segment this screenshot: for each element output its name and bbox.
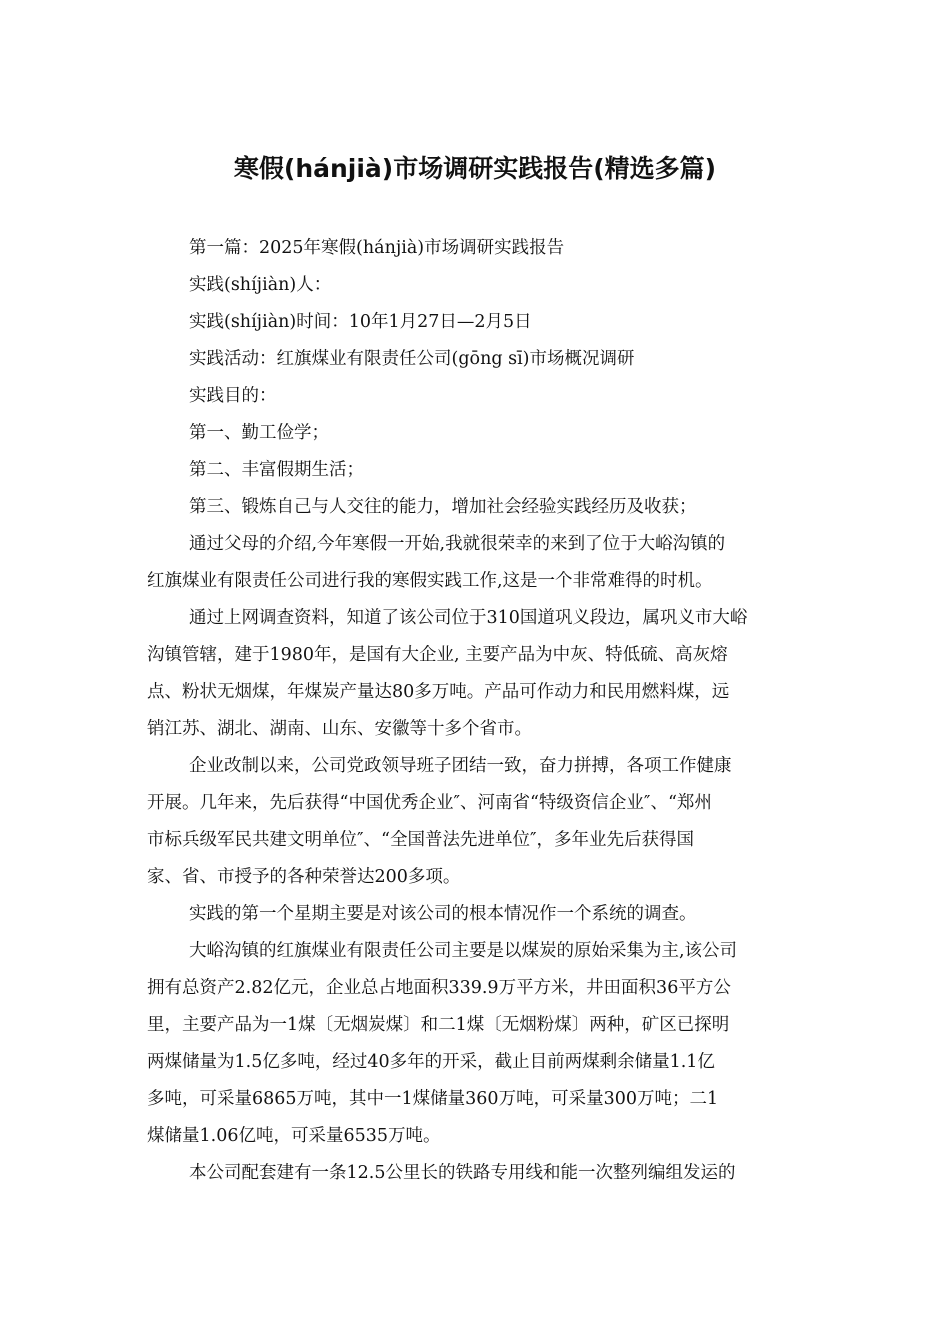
paragraph-line: 家、省、市授予的各种荣誉达200多项。 [147, 867, 461, 887]
paragraph-line: 点、粉状无烟煤，年煤炭产量达80多万吨。产品可作动力和民用燃料煤，远 [147, 682, 730, 702]
paragraph-railway [147, 1155, 802, 1192]
practice-purpose-line: 实践目的： [189, 386, 277, 406]
paragraph-line: 通过父母的介绍,今年寒假一开始,我就很荣幸的来到了位于大峪沟镇的 [189, 534, 726, 554]
paragraph-line: 里，主要产品为一1煤〔无烟炭煤〕和二1煤〔无烟粉煤〕两种，矿区已探明 [147, 1015, 730, 1035]
paragraph-line: 市标兵级军民共建文明单位″、“全国普法先进单位″，多年业先后获得国 [147, 830, 695, 850]
section-heading: 第一篇：2025年寒假(hánjià)市场调研实践报告 [189, 238, 565, 258]
paragraph-line: 拥有总资产2.82亿元，企业总占地面积339.9万平方米，井田面积36平方公 [147, 978, 731, 998]
paragraph-line: 多吨，可采量6865万吨，其中一1煤储量360万吨，可采量300万吨；二1 [147, 1089, 719, 1109]
practice-activity-line: 实践活动：红旗煤业有限责任公司(gōng sī)市场概况调研 [189, 349, 635, 369]
paragraph-line: 沟镇管辖，建于1980年，是国有大企业, 主要产品为中灰、特低硫、高灰熔 [147, 645, 728, 665]
paragraph-line: 两煤储量为1.5亿多吨，经过40多年的开采，截止目前两煤剩余储量1.1亿 [147, 1052, 715, 1072]
paragraph-first-week [147, 896, 802, 933]
purpose-item-1: 第一、勤工俭学； [189, 423, 329, 443]
paragraph-line: 企业改制以来，公司党政领导班子团结一致，奋力拼搏，各项工作健康 [189, 756, 732, 776]
paragraph-line: 实践的第一个星期主要是对该公司的根本情况作一个系统的调查。 [189, 904, 697, 924]
paragraph-line: 开展。几年来，先后获得“中国优秀企业″、河南省“特级资信企业″、“郑州 [147, 793, 712, 813]
paragraph-line: 本公司配套建有一条12.5公里长的铁路专用线和能一次整列编组发运的 [189, 1163, 736, 1183]
practitioner-line: 实践(shíjiàn)人： [189, 275, 332, 295]
paragraph-line: 通过上网调查资料，知道了该公司位于310国道巩义段边，属巩义市大峪 [189, 608, 748, 628]
purpose-item-3: 第三、锻炼自己与人交往的能力，增加社会经验实践经历及收获； [189, 497, 697, 517]
paragraph-line: 红旗煤业有限责任公司进行我的寒假实践工作,这是一个非常难得的时机。 [147, 571, 713, 591]
paragraph-line: 大峪沟镇的红旗煤业有限责任公司主要是以煤炭的原始采集为主,该公司 [189, 941, 738, 961]
paragraph-intro [147, 526, 802, 600]
paragraph-company-assets [147, 933, 802, 1155]
purpose-item-2: 第二、丰富假期生活； [189, 460, 364, 480]
paragraph-company-location [147, 600, 802, 748]
paragraph-honors [147, 748, 802, 896]
paragraph-line: 煤储量1.06亿吨，可采量6535万吨。 [147, 1126, 441, 1146]
document-body [147, 230, 802, 1192]
document-title: 寒假(hánjià)市场调研实践报告(精选多篇) [233, 154, 717, 183]
paragraph-line: 销江苏、湖北、湖南、山东、安徽等十多个省市。 [147, 719, 532, 739]
practice-time-line: 实践(shíjiàn)时间：10年1月27日—2月5日 [189, 312, 532, 332]
